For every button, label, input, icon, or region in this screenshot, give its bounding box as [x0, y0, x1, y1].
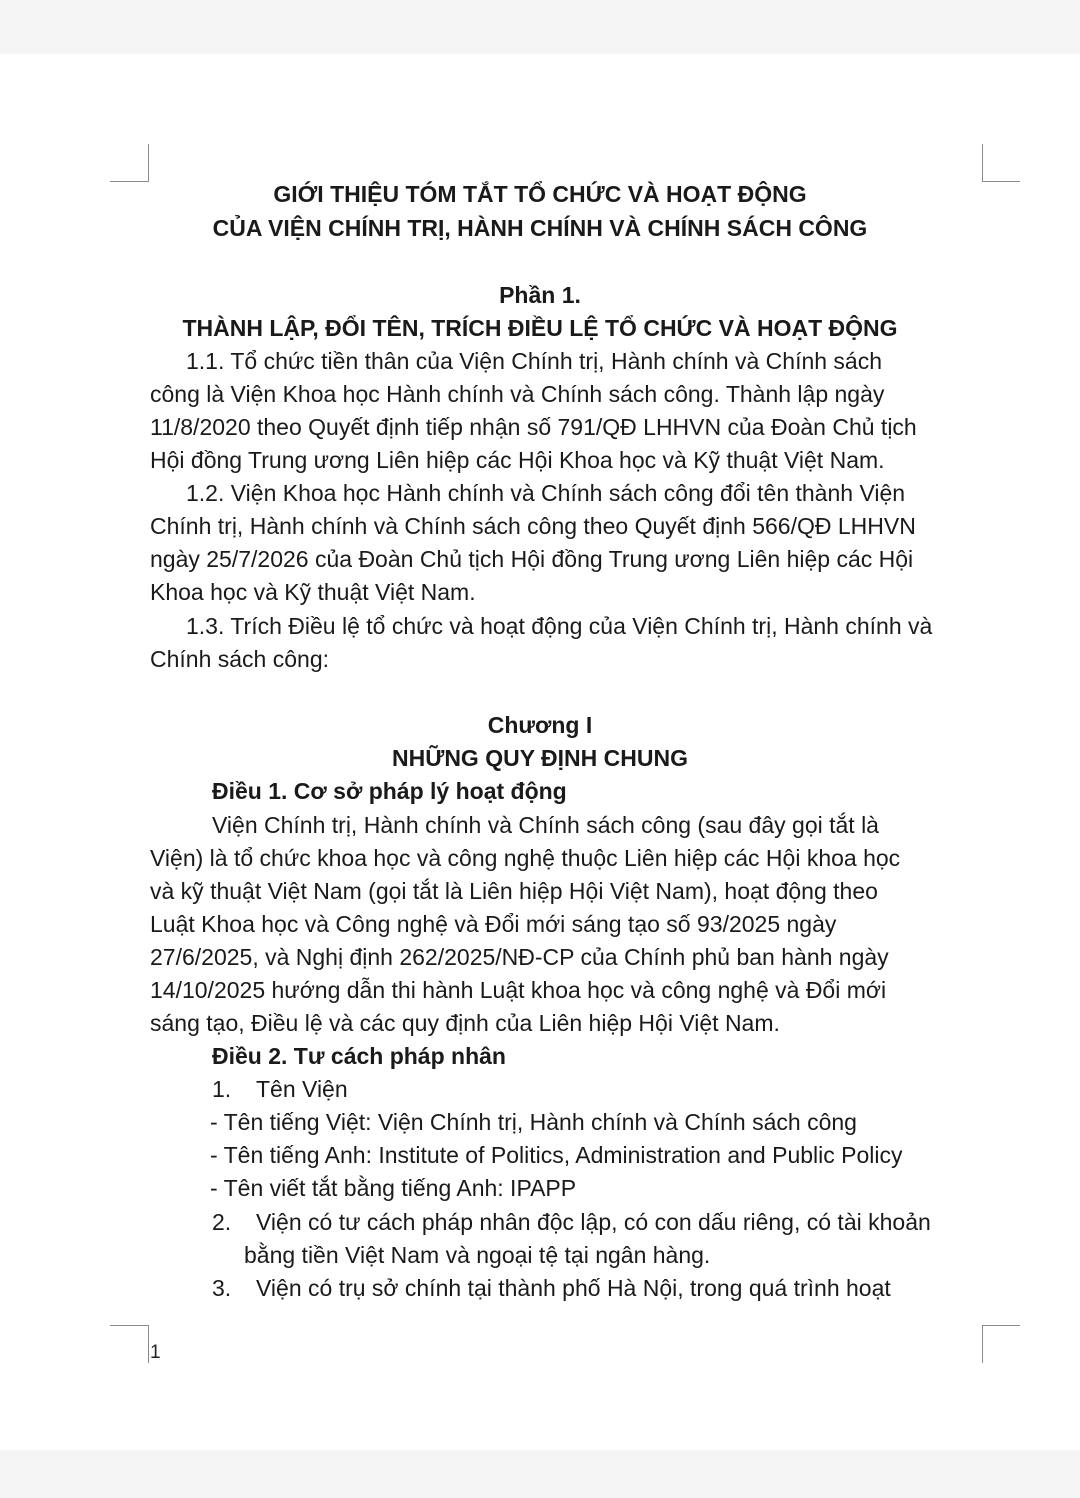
para-1-2-line-2: Chính trị, Hành chính và Chính sách công theo Quyết định 566/QĐ LHHVN — [150, 513, 916, 539]
para-1-1-line-3: 11/8/2020 theo Quyết định tiếp nhận số 791/QĐ LHHVN của Đoàn Chủ tịch — [150, 414, 917, 440]
article-1-line-5: 27/6/2025, và Nghị định 262/2025/NĐ-CP của Chính phủ ban hành ngày — [150, 944, 889, 970]
para-1-3-line-1: 1.3. Trích Điều lệ tổ chức và hoạt động của Viện Chính trị, Hành chính và — [186, 613, 933, 639]
crop-mark-bottom-right-h — [982, 1325, 1020, 1326]
crop-mark-bottom-left-v — [148, 1325, 149, 1363]
document-title-line-1: GIỚI THIỆU TÓM TẮT TỔ CHỨC VÀ HOẠT ĐỘNG — [273, 181, 807, 207]
para-1-1-line-2: công là Viện Khoa học Hành chính và Chính sách công. Thành lập ngày — [150, 381, 885, 407]
para-1-2-line-3: ngày 25/7/2026 của Đoàn Chủ tịch Hội đồng Trung ương Liên hiệp các Hội — [150, 546, 914, 572]
item-1-text: Tên Viện — [256, 1076, 348, 1102]
para-1-2-line-1: 1.2. Viện Khoa học Hành chính và Chính sách công đổi tên thành Viện — [186, 480, 906, 506]
para-1-2-line-4: Khoa học và Kỹ thuật Việt Nam. — [150, 579, 476, 605]
item-1-number: 1. — [212, 1076, 232, 1102]
part-heading: Phần 1. — [499, 282, 581, 308]
part-title: THÀNH LẬP, ĐỔI TÊN, TRÍCH ĐIỀU LỆ TỔ CHỨC VÀ HOẠT ĐỘNG — [182, 315, 898, 341]
crop-mark-top-left-v — [148, 144, 149, 182]
article-1-line-4: Luật Khoa học và Công nghệ và Đổi mới sáng tạo số 93/2025 ngày — [150, 911, 837, 937]
crop-mark-bottom-right-v — [982, 1325, 983, 1363]
document-page — [0, 54, 1080, 1450]
item-3-line-1: Viện có trụ sở chính tại thành phố Hà Nội, trong quá trình hoạt — [256, 1275, 891, 1301]
crop-mark-bottom-left-h — [110, 1325, 148, 1326]
para-1-1-line-1: 1.1. Tổ chức tiền thân của Viện Chính trị, Hành chính và Chính sách — [186, 348, 883, 374]
article-1-line-6: 14/10/2025 hướng dẫn thi hành Luật khoa học và công nghệ và Đổi mới — [150, 977, 887, 1003]
article-1-line-1: Viện Chính trị, Hành chính và Chính sách công (sau đây gọi tắt là — [212, 812, 879, 838]
name-vietnamese: - Tên tiếng Việt: Viện Chính trị, Hành chính và Chính sách công — [210, 1109, 857, 1135]
page-number: 1 — [150, 1342, 161, 1363]
chapter-title: NHỮNG QUY ĐỊNH CHUNG — [392, 745, 688, 771]
name-english: - Tên tiếng Anh: Institute of Politics, Administration and Public Policy — [210, 1142, 903, 1168]
article-1-line-2: Viện) là tổ chức khoa học và công nghệ thuộc Liên hiệp các Hội khoa học — [150, 845, 901, 871]
article-1-title: Điều 1. Cơ sở pháp lý hoạt động — [212, 778, 567, 804]
para-1-1-line-4: Hội đồng Trung ương Liên hiệp các Hội Khoa học và Kỹ thuật Việt Nam. — [150, 447, 885, 473]
chapter-heading: Chương I — [487, 712, 593, 738]
crop-mark-top-right-v — [982, 144, 983, 182]
article-2-title: Điều 2. Tư cách pháp nhân — [212, 1043, 506, 1069]
name-abbreviation: - Tên viết tắt bằng tiếng Anh: IPAPP — [210, 1175, 577, 1201]
article-1-line-3: và kỹ thuật Việt Nam (gọi tắt là Liên hiệp Hội Việt Nam), hoạt động theo — [150, 878, 878, 904]
item-2-number: 2. — [212, 1209, 232, 1235]
item-2-line-2: bằng tiền Việt Nam và ngoại tệ tại ngân hàng. — [244, 1242, 711, 1268]
item-3-number: 3. — [212, 1275, 232, 1301]
item-2-line-1: Viện có tư cách pháp nhân độc lập, có con dấu riêng, có tài khoản — [256, 1209, 931, 1235]
article-1-line-7: sáng tạo, Điều lệ và các quy định của Liên hiệp Hội Việt Nam. — [150, 1010, 780, 1036]
para-1-3-line-2: Chính sách công: — [150, 646, 330, 672]
document-title-line-2: CỦA VIỆN CHÍNH TRỊ, HÀNH CHÍNH VÀ CHÍNH SÁCH CÔNG — [212, 215, 868, 241]
